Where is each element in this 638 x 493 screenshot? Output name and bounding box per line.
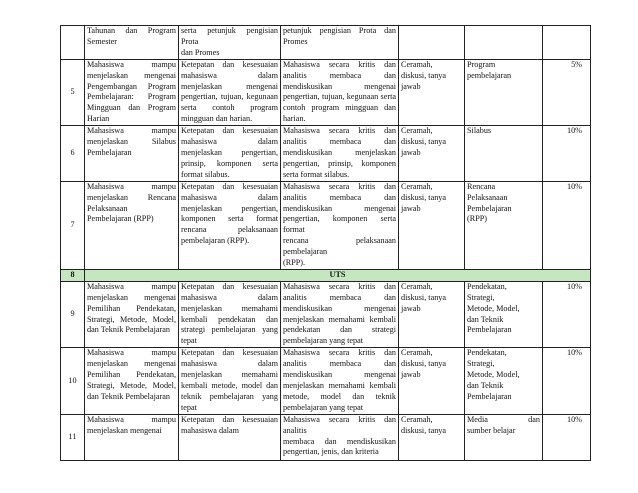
weight-cell: 10%	[543, 414, 591, 460]
cell-text-line: Pelaksanaan	[87, 203, 128, 213]
cell-text-line: mendiskusikan mengenai	[283, 81, 396, 91]
weight-cell: 10%	[543, 181, 591, 269]
cell-text-line: Program	[467, 59, 496, 69]
cell-text-line: Mahasiswa mampu	[87, 126, 176, 136]
cell-text-line: Silabus	[467, 126, 492, 136]
cell-text-line: pengertian, prinsip, komponen	[283, 158, 396, 168]
cell-text-line: Pendekatan,	[467, 348, 507, 358]
weight-cell: 10%	[543, 348, 591, 414]
cell-text-line: Strategi,	[467, 359, 495, 369]
cell-text-line: strategi pembelajaran yang	[181, 325, 278, 335]
cell-text-line: pengertian, tujuan, kegunaan serta	[283, 92, 396, 102]
cell-text-line: mingguan dan harian.	[181, 114, 253, 124]
cell-text-line: mendiskusikan menjelaskan	[283, 147, 396, 157]
cell-text-line: metode, model dan teknik	[283, 391, 396, 401]
cell-text-line: tepat	[181, 336, 197, 346]
cell-text-line: analitis membaca dan	[283, 70, 396, 80]
row-number-cell: 6	[61, 126, 85, 182]
cell-text-line: pengertian, komponen serta format	[283, 214, 396, 235]
cell-text-line: menjelaskan mengenai	[181, 81, 278, 91]
material-cell	[465, 414, 543, 460]
cell-text-line: menjelaskan mengenai	[87, 359, 176, 369]
cell-text-line: Harian	[87, 114, 110, 124]
cell-text-line: Mahasiswa mampu	[87, 414, 176, 424]
learning-experience-cell	[281, 26, 399, 60]
method-cell	[399, 59, 465, 125]
row-number-cell: 7	[61, 181, 85, 269]
table-row	[61, 181, 591, 269]
cell-text-line: Tahunan dan Program	[87, 26, 176, 35]
cell-text-line: format silabus.	[181, 169, 230, 179]
cell-text-line: Ceramah,	[401, 126, 433, 136]
cell-text-line: Ketepatan dan kesesuaian	[181, 348, 278, 358]
material-cell	[465, 126, 543, 182]
method-cell	[399, 348, 465, 414]
cell-text-line: pengertian, jenis, dan kriteria	[283, 447, 379, 457]
table-row	[61, 281, 591, 347]
cell-text-line: mahasiswa dalam	[181, 137, 278, 147]
cell-text-line: jawab	[401, 303, 421, 313]
cell-text-line: Metode, Model,	[467, 370, 520, 380]
cell-text-line: pembelajaran yang tepat	[283, 402, 364, 412]
cell-text-line: rencana pelaksanaan pembelajaran	[283, 236, 396, 257]
cell-text-line: diskusi, tanya	[401, 192, 447, 202]
cell-text-line: Mahasiswa secara kritis dan	[283, 348, 396, 358]
learning-experience-cell	[281, 59, 399, 125]
cell-text-line: tepat	[181, 402, 197, 412]
cell-text-line: dan Promes	[181, 47, 220, 57]
objective-cell	[85, 126, 179, 182]
cell-text-line: serta format silabus.	[283, 169, 350, 179]
objective-cell	[85, 414, 179, 460]
cell-text-line: pembelajaran (RPP).	[181, 236, 250, 246]
cell-text-line: diskusi, tanya	[401, 70, 447, 80]
cell-text-line: menjelaskan memahami	[181, 303, 278, 313]
cell-text-line: Mahasiswa mampu	[87, 281, 176, 291]
cell-text-line: mahasiswa dalam	[181, 425, 239, 435]
row-number-cell: 10	[61, 348, 85, 414]
weight-cell	[543, 26, 591, 60]
indicator-cell	[179, 59, 281, 125]
uts-row	[61, 269, 591, 281]
cell-text-line: mahasiswa dalam	[181, 192, 278, 202]
syllabus-table-page	[60, 25, 590, 465]
cell-text-line: serta contoh program	[181, 103, 278, 113]
material-cell	[465, 26, 543, 60]
method-cell	[399, 26, 465, 60]
cell-text-line: Pendekatan,	[467, 281, 507, 291]
indicator-cell	[179, 181, 281, 269]
cell-text-line: menjelaskan Rencana	[87, 192, 176, 202]
cell-text-line: diskusi, tanya	[401, 425, 447, 435]
indicator-cell	[179, 414, 281, 460]
table-row	[61, 26, 591, 60]
cell-text-line: Ceramah,	[401, 414, 433, 424]
cell-text-line: diskusi, tanya	[401, 359, 447, 369]
learning-experience-cell	[281, 181, 399, 269]
cell-text-line: dan Teknik Pembelajaran	[87, 325, 170, 335]
table-body	[61, 26, 591, 461]
cell-text-line: Pembelajaran (RPP)	[87, 214, 154, 224]
cell-text-line: jawab	[401, 147, 421, 157]
cell-text-line: mahasiswa dalam	[181, 70, 278, 80]
cell-text-line: Mingguan dan Program	[87, 103, 176, 113]
cell-text-line: Mahasiswa mampu	[87, 59, 176, 69]
cell-text-line: kembali pendekatan dan	[181, 314, 278, 324]
row-number-cell: 5	[61, 59, 85, 125]
objective-cell	[85, 281, 179, 347]
cell-text-line: kembali metode, model dan	[181, 381, 278, 390]
cell-text-line: Ketepatan dan kesesuaian	[181, 59, 278, 69]
method-cell	[399, 281, 465, 347]
table-row	[61, 59, 591, 125]
row-number-cell: 9	[61, 281, 85, 347]
cell-text-line: jawab	[401, 81, 421, 91]
cell-text-line: Pembelajaran	[467, 391, 512, 401]
weight-cell: 10%	[543, 281, 591, 347]
cell-text-line: (RPP).	[283, 258, 306, 268]
cell-text-line: menjelaskan mengenai	[87, 70, 176, 80]
cell-text-line: menjelaskan mengenai	[87, 425, 162, 435]
cell-text-line: (RPP)	[467, 214, 488, 224]
cell-text-line: Ketepatan dan kesesuaian	[181, 126, 278, 136]
objective-cell	[85, 59, 179, 125]
cell-text-line: Ceramah,	[401, 348, 433, 358]
cell-text-line: Strategi,	[467, 292, 495, 302]
material-cell	[465, 281, 543, 347]
cell-text-line: Ceramah,	[401, 59, 433, 69]
indicator-cell	[179, 26, 281, 60]
cell-text-line: Mahasiswa secara kritis dan	[283, 126, 396, 136]
objective-cell	[85, 348, 179, 414]
cell-text-line: Rencana	[467, 181, 496, 191]
cell-text-line: Ceramah,	[401, 181, 433, 191]
table-row	[61, 348, 591, 414]
cell-text-line: Pelaksanaan	[467, 192, 508, 202]
cell-text-line: pembelajaran	[467, 70, 512, 80]
method-cell	[399, 414, 465, 460]
learning-experience-cell	[281, 126, 399, 182]
cell-text-line: Semester	[87, 36, 118, 46]
cell-text-line: Mahasiswa secara kritis dan	[283, 59, 396, 69]
cell-text-line: menjelaskan mengenai	[87, 292, 176, 302]
cell-text-line: jawab	[401, 203, 421, 213]
cell-text-line: analitis membaca dan	[283, 359, 396, 369]
cell-text-line: membaca dan mendiskusikan	[283, 436, 396, 446]
cell-text-line: komponen serta format	[181, 214, 278, 224]
cell-text-line: menjelaskan memahami kembali	[283, 381, 396, 390]
material-cell	[465, 181, 543, 269]
material-cell	[465, 348, 543, 414]
cell-text-line: mendiskusikan mengenai	[283, 303, 396, 313]
learning-experience-cell	[281, 414, 399, 460]
cell-text-line: mahasiswa dalam	[181, 292, 278, 302]
row-number-cell	[61, 26, 85, 60]
material-cell	[465, 59, 543, 125]
cell-text-line: Mahasiswa secara kritis dan analitis	[283, 414, 396, 435]
cell-text-line: menjelaskan memahami kembali	[283, 314, 396, 324]
row-number-cell: 11	[61, 414, 85, 460]
cell-text-line: Ketepatan dan kesesuaian	[181, 281, 278, 291]
cell-text-line: jawab	[401, 370, 421, 380]
cell-text-line: prinsip, komponen serta	[181, 158, 278, 168]
cell-text-line: dan Teknik	[467, 314, 504, 324]
cell-text-line: harian.	[283, 114, 306, 124]
syllabus-table	[60, 25, 591, 461]
cell-text-line: mahasiswa dalam	[181, 359, 278, 369]
cell-text-line: mendiskusikan mengenai	[283, 203, 396, 213]
cell-text-line: diskusi, tanya	[401, 137, 447, 147]
cell-text-line: analitis membaca dan	[283, 192, 396, 202]
cell-text-line: Media dan	[467, 414, 540, 424]
table-row	[61, 126, 591, 182]
cell-text-line: Pemilihan Pendekatan,	[87, 303, 176, 313]
cell-text-line: teknik pembelajaran yang	[181, 391, 278, 401]
cell-text-line: Pembelajaran	[467, 203, 512, 213]
cell-text-line: rencana pelaksanaan	[181, 225, 278, 235]
cell-text-line: analitis membaca dan	[283, 292, 396, 302]
cell-text-line: Mahasiswa secara kritis dan	[283, 281, 396, 291]
cell-text-line: Pemilihan Pendekatan,	[87, 370, 176, 380]
weight-cell: 5%	[543, 59, 591, 125]
objective-cell	[85, 26, 179, 60]
cell-text-line: petunjuk pengisian Prota dan	[283, 26, 396, 35]
cell-text-line: Ketepatan dan kesesuaian	[181, 414, 278, 424]
cell-text-line: Mahasiswa mampu	[87, 181, 176, 191]
cell-text-line: pengertian, tujuan, kegunaan	[181, 92, 278, 102]
cell-text-line: serta petunjuk pengisian Prota	[181, 26, 278, 46]
table-row	[61, 414, 591, 460]
cell-text-line: Strategi, Metode, Model,	[87, 314, 176, 324]
learning-experience-cell	[281, 281, 399, 347]
cell-text-line: menjelaskan pengertian,	[181, 203, 278, 213]
cell-text-line: contoh program mingguan dan	[283, 103, 396, 113]
cell-text-line: menjelaskan memahami	[181, 370, 278, 380]
cell-text-line: Pembelajaran	[467, 325, 512, 335]
cell-text-line: pembelajaran yang tepat	[283, 336, 364, 346]
cell-text-line: Pengembangan Program	[87, 81, 176, 91]
learning-experience-cell	[281, 348, 399, 414]
indicator-cell	[179, 126, 281, 182]
uts-label-cell: UTS	[85, 269, 591, 281]
cell-text-line: Strategi, Metode, Model,	[87, 381, 176, 390]
method-cell	[399, 126, 465, 182]
cell-text-line: menjelaskan pengertian,	[181, 147, 278, 157]
cell-text-line: analitis membaca dan	[283, 137, 396, 147]
indicator-cell	[179, 348, 281, 414]
cell-text-line: sumber belajar	[467, 425, 516, 435]
row-number-cell: 8	[61, 269, 85, 281]
cell-text-line: Mahasiswa secara kritis dan	[283, 181, 396, 191]
cell-text-line: Promes	[283, 36, 308, 46]
method-cell	[399, 181, 465, 269]
objective-cell	[85, 181, 179, 269]
indicator-cell	[179, 281, 281, 347]
cell-text-line: Pembelajaran	[87, 147, 132, 157]
cell-text-line: menjelaskan Silabus	[87, 137, 176, 147]
cell-text-line: dan Teknik	[467, 381, 504, 390]
cell-text-line: Metode, Model,	[467, 303, 520, 313]
cell-text-line: Mahasiswa mampu	[87, 348, 176, 358]
cell-text-line: Pembelajaran: Program	[87, 92, 176, 102]
cell-text-line: diskusi, tanya	[401, 292, 447, 302]
cell-text-line: Ceramah,	[401, 281, 433, 291]
cell-text-line: pendekatan dan strategi	[283, 325, 396, 335]
cell-text-line: mendiskusikan mengenai	[283, 370, 396, 380]
cell-text-line: dan Teknik Pembelajaran	[87, 391, 170, 401]
weight-cell: 10%	[543, 126, 591, 182]
cell-text-line: Ketepatan dan kesesuaian	[181, 181, 278, 191]
